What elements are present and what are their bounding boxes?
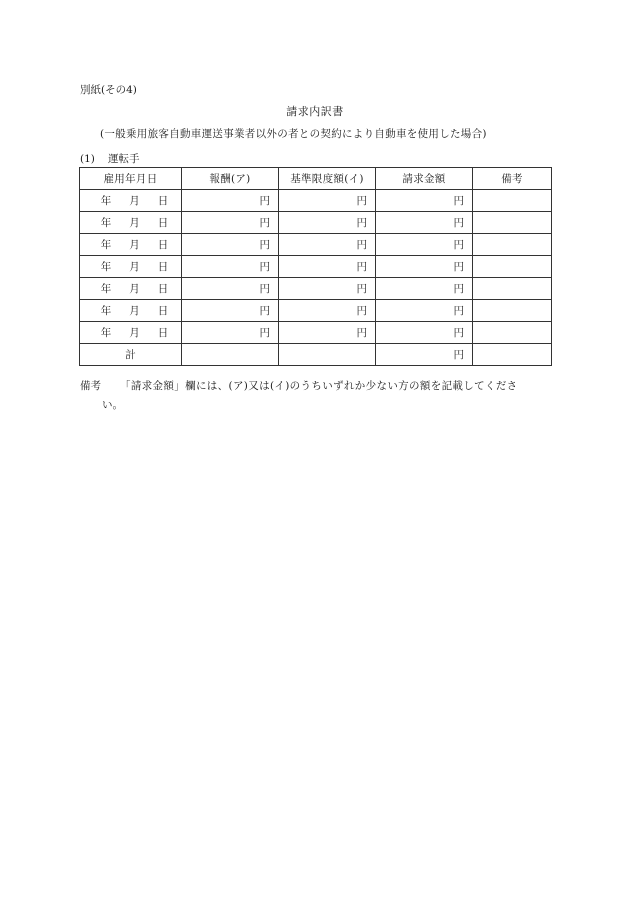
table-row bbox=[80, 300, 552, 322]
total-row bbox=[80, 344, 552, 366]
employment-date-cell: 年 月 日 bbox=[80, 256, 182, 278]
section-number: (1) bbox=[80, 153, 95, 165]
column-header-employment-date: 雇用年月日 bbox=[80, 168, 182, 190]
remuneration-cell: 円 bbox=[182, 322, 279, 344]
standard-limit-cell: 円 bbox=[279, 300, 376, 322]
claim-amount-cell: 円 bbox=[376, 278, 473, 300]
table-row bbox=[80, 322, 552, 344]
remarks-cell bbox=[473, 190, 552, 212]
remuneration-cell: 円 bbox=[182, 256, 279, 278]
table-row bbox=[80, 278, 552, 300]
remarks-cell bbox=[473, 212, 552, 234]
remuneration-cell: 円 bbox=[182, 190, 279, 212]
section-label: 運転手 bbox=[108, 153, 140, 165]
remuneration-cell: 円 bbox=[182, 212, 279, 234]
remarks-text-line1: 「請求金額」欄には、(ア)又は(イ)のうちいずれか少ない方の額を記載してくださ bbox=[120, 380, 518, 392]
remarks-text-line2: い。 bbox=[102, 399, 123, 411]
table-row bbox=[80, 234, 552, 256]
standard-limit-cell: 円 bbox=[279, 234, 376, 256]
claim-amount-cell: 円 bbox=[376, 300, 473, 322]
remarks-cell bbox=[473, 278, 552, 300]
column-header-remarks: 備考 bbox=[473, 168, 552, 190]
claim-amount-cell: 円 bbox=[376, 256, 473, 278]
claim-amount-cell: 円 bbox=[376, 212, 473, 234]
total-remuneration-cell bbox=[182, 344, 279, 366]
document-title: 請求内訳書 bbox=[286, 105, 344, 118]
employment-date-cell: 年 月 日 bbox=[80, 278, 182, 300]
attachment-label: 別紙(その4) bbox=[80, 84, 137, 96]
table-header-row bbox=[80, 168, 552, 190]
table-row bbox=[80, 256, 552, 278]
claim-amount-cell: 円 bbox=[376, 322, 473, 344]
table-row bbox=[80, 190, 552, 212]
employment-date-cell: 年 月 日 bbox=[80, 212, 182, 234]
standard-limit-cell: 円 bbox=[279, 212, 376, 234]
employment-date-cell: 年 月 日 bbox=[80, 322, 182, 344]
remuneration-cell: 円 bbox=[182, 278, 279, 300]
standard-limit-cell: 円 bbox=[279, 256, 376, 278]
employment-date-cell: 年 月 日 bbox=[80, 234, 182, 256]
standard-limit-cell: 円 bbox=[279, 190, 376, 212]
standard-limit-cell: 円 bbox=[279, 278, 376, 300]
remarks-cell bbox=[473, 256, 552, 278]
employment-date-cell: 年 月 日 bbox=[80, 190, 182, 212]
total-standard-limit-cell bbox=[279, 344, 376, 366]
remarks-cell bbox=[473, 322, 552, 344]
remarks-lead: 備考 bbox=[80, 380, 101, 392]
remuneration-cell: 円 bbox=[182, 234, 279, 256]
section-heading bbox=[80, 151, 140, 166]
column-header-standard-limit: 基準限度額(イ) bbox=[279, 168, 376, 190]
employment-date-cell: 年 月 日 bbox=[80, 300, 182, 322]
total-claim-amount-cell: 円 bbox=[376, 344, 473, 366]
total-remarks-cell bbox=[473, 344, 552, 366]
total-label-cell: 計 bbox=[80, 344, 182, 366]
remarks-cell bbox=[473, 300, 552, 322]
remarks-cell bbox=[473, 234, 552, 256]
column-header-claim-amount: 請求金額 bbox=[376, 168, 473, 190]
standard-limit-cell: 円 bbox=[279, 322, 376, 344]
claim-amount-cell: 円 bbox=[376, 190, 473, 212]
claim-breakdown-table bbox=[79, 167, 552, 366]
remuneration-cell: 円 bbox=[182, 300, 279, 322]
table-row bbox=[80, 212, 552, 234]
column-header-remuneration: 報酬(ア) bbox=[182, 168, 279, 190]
remarks-note bbox=[80, 377, 552, 415]
claim-amount-cell: 円 bbox=[376, 234, 473, 256]
document-subtitle: (一般乗用旅客自動車運送事業者以外の者との契約により自動車を使用した場合) bbox=[100, 128, 487, 140]
